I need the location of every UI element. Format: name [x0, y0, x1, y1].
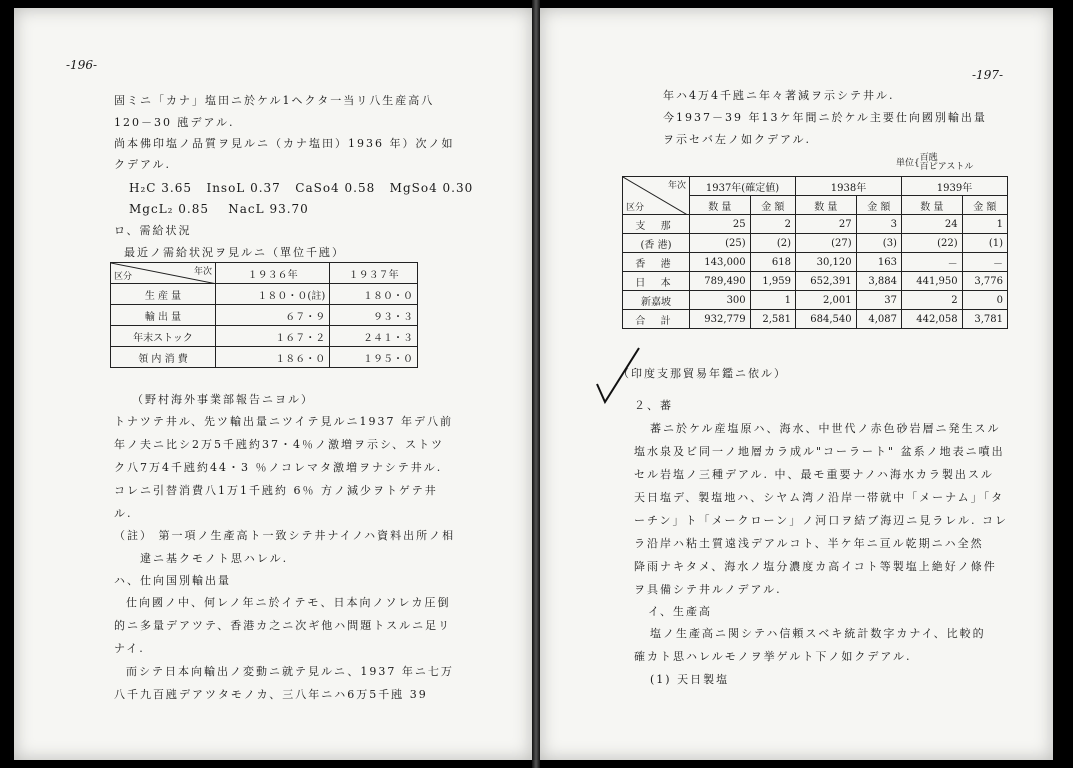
unit-values	[920, 154, 974, 172]
section-heading: ロ、需給状況	[114, 224, 192, 237]
chem-value: MgcL₂ 0.85	[129, 202, 210, 216]
subheader: 金 額	[750, 196, 795, 215]
chem-value: CaSo4 0.58	[295, 181, 376, 195]
table-cell: (2)	[750, 234, 795, 253]
table-corner-cell	[111, 263, 216, 284]
table-cell: １９５・０	[330, 347, 418, 368]
source-note: （印度支那貿易年鑑ニ依ル）	[618, 367, 787, 380]
table-cell: １８０・０	[330, 284, 418, 305]
text-line: 確カト思ハレルモノヲ挙ゲルト下ノ如クデアル.	[634, 650, 912, 663]
table-cell: 2	[901, 291, 962, 310]
table-cell: １８０・０(註)	[216, 284, 330, 305]
text-line: 年ノ夫ニ比シ2万5千瓲約37・4％ノ激増ヲ示シ、ストツ	[114, 438, 445, 451]
table-cell: 143,000	[690, 253, 751, 272]
year-header: 1939年	[901, 177, 1007, 196]
text-line: ク八7万4千瓲約44・3 ％ノコレマタ激増ヲナシテ井ル.	[114, 461, 443, 474]
footnote-line: （註） 第一項ノ生產高ト一致シテ井ナイノハ資料出所ノ相	[114, 529, 456, 542]
table-cell: 3	[856, 215, 901, 234]
table-cell: 1	[962, 215, 1007, 234]
table-cell: 3,781	[962, 310, 1007, 329]
year-header: 1937年(確定値)	[690, 177, 796, 196]
corner-bottom-label: 区分	[626, 203, 645, 213]
row-label: 日 本	[623, 272, 690, 291]
text-line: ヲ示セバ左ノ如クデアル.	[663, 133, 812, 146]
column-header: １９３７年	[330, 263, 418, 284]
chemical-analysis-line-2	[129, 203, 309, 215]
row-label: 支 那	[623, 215, 690, 234]
chem-value: NacL 93.70	[228, 202, 309, 216]
table-cell: 442,058	[901, 310, 962, 329]
table-cell: 618	[750, 253, 795, 272]
table-cell: ２４１・３	[330, 326, 418, 347]
chem-value: MgSo4 0.30	[389, 181, 474, 195]
table-cell: (25)	[690, 234, 751, 253]
chem-value: H₂C 3.65	[129, 181, 192, 195]
table-cell: (3)	[856, 234, 901, 253]
row-label: 香 港	[623, 253, 690, 272]
table-cell: 300	[690, 291, 751, 310]
book-gutter	[532, 0, 540, 768]
text-line: ーチン」ト「メークローン」ノ河口ヲ結ブ海辺ニ見ラレル. コレ	[634, 514, 1008, 527]
text-line: ル.	[114, 507, 133, 520]
table-cell: 441,950	[901, 272, 962, 291]
table-cell: 24	[901, 215, 962, 234]
table-cell: 2,581	[750, 310, 795, 329]
chem-value: InsoL 0.37	[206, 181, 281, 195]
table-row	[111, 347, 418, 368]
table-row	[111, 326, 418, 347]
text-line: 降雨ナキタメ、海水ノ塩分濃度カ高イコト等製塩上絶好ノ條件	[634, 560, 997, 573]
text-line: 今1937－39 年13ケ年間ニ於ケル主要仕向國別輸出量	[663, 111, 987, 124]
text-line: 年ハ4万4千瓲ニ年々著減ヲ示シテ井ル.	[663, 89, 895, 102]
subheader: 金 額	[856, 196, 901, 215]
text-line: ナイ.	[114, 642, 145, 655]
text-line: 塩水泉及ビ同一ノ地層カラ成ル"コーラート" 盆系ノ地表ニ噴出	[634, 445, 1005, 458]
text-line: クデアル.	[114, 158, 172, 171]
text-line: 的ニ多量デアツテ、香港カ之ニ次ギ他ハ問題トスルニ足リ	[114, 619, 452, 632]
table-cell: 25	[690, 215, 751, 234]
table-row	[623, 215, 1008, 234]
table-row	[623, 291, 1008, 310]
table-cell: ９３・３	[330, 305, 418, 326]
text-line: 仕向國ノ中、何レノ年ニ於イテモ、日本向ノソレカ圧倒	[126, 596, 451, 609]
table-cell: 3,776	[962, 272, 1007, 291]
row-label: (香 港)	[623, 234, 690, 253]
table-cell: 0	[962, 291, 1007, 310]
text-line: ヲ具備シテ井ルノデアル.	[634, 583, 782, 596]
text-line: 固ミニ「カナ」塩田ニ於ケル1ヘクタ一当リ八生産高八	[114, 94, 435, 107]
table-cell: 1,959	[750, 272, 795, 291]
table-corner-cell	[623, 177, 690, 215]
table-cell: 37	[856, 291, 901, 310]
table-row	[623, 272, 1008, 291]
text-line: 120－30 瓲デアル.	[114, 116, 235, 129]
table-cell: 2	[750, 215, 795, 234]
table-cell: ６７・９	[216, 305, 330, 326]
section-heading: (1) 天日製塩	[650, 673, 730, 686]
corner-bottom-label: 区分	[114, 272, 133, 282]
table-cell: 4,087	[856, 310, 901, 329]
unit-title: 単位	[896, 158, 915, 169]
section-heading: ２、蕃	[634, 399, 673, 412]
left-page	[14, 8, 532, 760]
table-cell: (27)	[795, 234, 856, 253]
page-number: -196-	[66, 58, 98, 72]
page-number: -197-	[972, 68, 1004, 82]
table-cell: 652,391	[795, 272, 856, 291]
table-cell: 789,490	[690, 272, 751, 291]
table-cell: (22)	[901, 234, 962, 253]
text-line: 而シテ日本向輸出ノ変動ニ就テ見ルニ、1937 年ニ七万	[126, 665, 454, 678]
table-cell: １８６・０	[216, 347, 330, 368]
corner-top-label: 年次	[667, 181, 686, 191]
table-row	[111, 305, 418, 326]
row-label: 領 内 消 費	[111, 347, 216, 368]
export-table	[622, 176, 1008, 329]
table-total-row	[623, 310, 1008, 329]
text-line: 塩ノ生產高ニ関シテハ信頼スベキ統計数字カナイ、比較的	[650, 627, 986, 640]
unit-value: 百ピアストル	[919, 162, 974, 172]
table-cell: 163	[856, 253, 901, 272]
text-line: トナツテ井ル、先ツ輸出量ニツイテ見ルニ1937 年デ八前	[114, 415, 453, 428]
table-cell: １６７・２	[216, 326, 330, 347]
footnote-line: 違ニ基クモノト思ハレル.	[140, 552, 289, 565]
table-header-row	[623, 177, 1008, 196]
text-line: 蕃ニ於ケル産塩原ハ、海水、中世代ノ赤色砂岩層ニ発生スル	[650, 422, 1001, 435]
table-cell: 27	[795, 215, 856, 234]
table-row	[623, 253, 1008, 272]
year-header: 1938年	[795, 177, 901, 196]
row-label: 年末ストック	[111, 326, 216, 347]
text-line: コレニ引替消費八1万1千瓲約 6％ 方ノ減少ヲトゲテ井	[114, 484, 438, 497]
column-header: １９３６年	[216, 263, 330, 284]
table-cell: 3,884	[856, 272, 901, 291]
table-cell: 932,779	[690, 310, 751, 329]
text-line: 尚本佛印塩ノ品質ヲ見ルニ（カナ塩田）1936 年）次ノ如	[114, 137, 455, 150]
table-cell: 684,540	[795, 310, 856, 329]
chemical-analysis-line-1	[129, 182, 473, 194]
table-cell: 30,120	[795, 253, 856, 272]
table-cell: －	[901, 253, 962, 272]
table-row	[111, 284, 418, 305]
corner-top-label: 年次	[193, 267, 212, 277]
text-line: セル岩塩ノ三種デアル. 中、最モ重要ナノハ海水カラ製出スル	[634, 468, 994, 481]
section-heading: ハ、仕向国別輸出量	[114, 574, 231, 587]
table-cell: －	[962, 253, 1007, 272]
check-mark-icon	[593, 344, 643, 406]
text-line: ラ沿岸ハ粘土質遠浅デアルコト、半ケ年ニ亘ル乾期ニハ全然	[634, 537, 984, 550]
table-cell: 1	[750, 291, 795, 310]
row-label: 生 産 量	[111, 284, 216, 305]
unit-value: 百瓲	[919, 153, 938, 163]
subheader: 数 量	[690, 196, 751, 215]
text-line: 天日塩デ、製塩地ハ、シヤム湾ノ沿岸一帯就中「メーナム」「タ	[634, 491, 1005, 504]
source-note: （野村海外事業部報告ニヨル）	[132, 393, 314, 406]
text-line: 八千九百瓲デアツタモノカ、三八年ニハ6万5千瓲 39	[114, 688, 428, 701]
table-cell: (1)	[962, 234, 1007, 253]
table-cell: 2,001	[795, 291, 856, 310]
subheader: 数 量	[795, 196, 856, 215]
section-heading: イ、生產高	[648, 605, 713, 618]
text-line: 最近ノ需給状況ヲ見ルニ（單位千瓲）	[124, 246, 345, 259]
table-row	[623, 234, 1008, 253]
table-header-row	[111, 263, 418, 284]
unit-label: 単位{百瓲 百ピアストル	[896, 153, 974, 172]
subheader: 金 額	[962, 196, 1007, 215]
row-label: 新嘉坡	[623, 291, 690, 310]
row-label: 合 計	[623, 310, 690, 329]
subheader: 数 量	[901, 196, 962, 215]
row-label: 輸 出 量	[111, 305, 216, 326]
supply-demand-table	[110, 262, 418, 368]
